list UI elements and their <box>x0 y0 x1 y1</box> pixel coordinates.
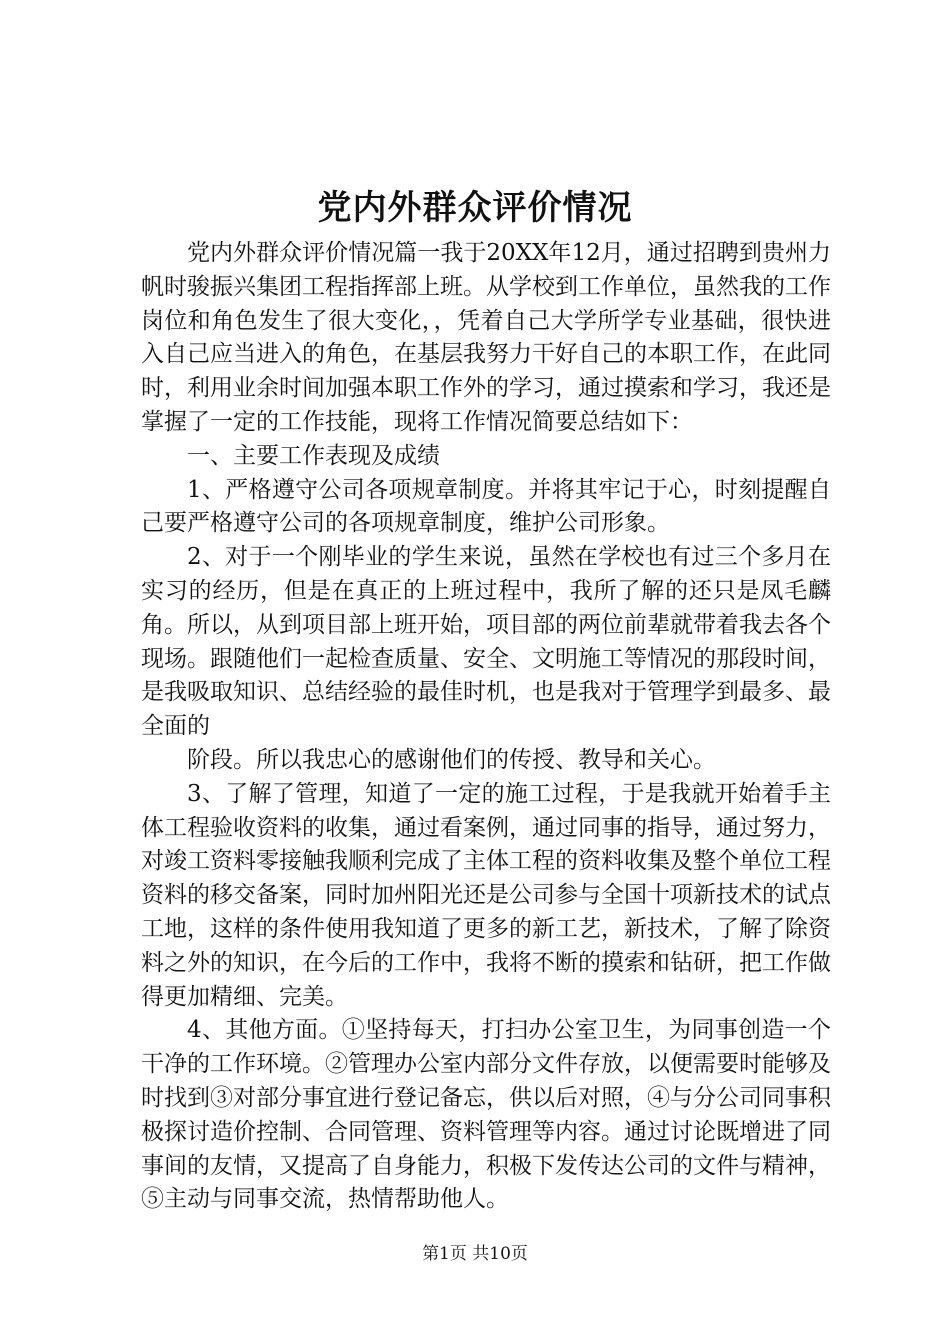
document-body <box>141 237 831 1217</box>
paragraph-item-4: 4、其他方面。①坚持每天，打扫办公室卫生，为同事创造一个干净的工作环境。②管理办公室内部分文件存放，以便需要时能够及时找到③对部分事宜进行登记备忘，供以后对照，④与分公司同事积极探讨造价控制、合同管理、资料管理等内容。通过讨论既增进了同事间的友情，又提高了自身能力，积极下发传达公司的文件与精神，⑤主动与同事交流，热情帮助他人。 <box>141 1017 831 1213</box>
page-footer: 第1页 共10页 <box>422 1244 528 1264</box>
paragraph-item-1: 1、严格遵守公司各项规章制度。并将其牢记于心，时刻提醒自己要严格遵守公司的各项规章制度，维护公司形象。 <box>141 476 831 537</box>
paragraph-item-3: 3、了解了管理，知道了一定的施工过程，于是我就开始着手主体工程验收资料的收集，通过看案例，通过同事的指导，通过努力，对竣工资料零接触我顺利完成了主体工程的资料收集及整个单位工程资料的移交备案，同时加州阳光还是公司参与全国十项新技术的试点工地，这样的条件使用我知道了更多的新工艺，新技术，了解了除资料之外的知识，在今后的工作中，我将不断的摸索和钻研，把工作做得更加精细、完美。 <box>141 780 831 1010</box>
paragraph-section-heading: 一、主要工作表现及成绩 <box>187 442 440 469</box>
document-title: 党内外群众评价情况 <box>317 188 633 228</box>
paragraph-intro: 党内外群众评价情况篇一我于20XX年12月，通过招聘到贵州力帆时骏振兴集团工程指挥部上班。从学校到工作单位，虽然我的工作岗位和角色发生了很大变化，，凭着自己大学所学专业基础，很快进入自己应当进入的角色，在基层我努力干好自己的本职工作，在此同时，利用业余时间加强本职工作外的学习，通过摸索和学习，我还是掌握了一定的工作技能，现将工作情况简要总结如下： <box>141 240 831 435</box>
paragraph-item-2-continued: 阶段。所以我忠心的感谢他们的传授、教导和关心。 <box>187 746 716 773</box>
paragraph-item-2: 2、对于一个刚毕业的学生来说，虽然在学校也有过三个多月在实习的经历，但是在真正的上班过程中，我所了解的还只是凤毛麟角。所以，从到项目部上班开始，项目部的两位前辈就带着我去各个现场。跟随他们一起检查质量、安全、文明施工等情况的那段时间，是我吸取知识、总结经验的最佳时机，也是我对于管理学到最多、最全面的 <box>141 544 831 740</box>
